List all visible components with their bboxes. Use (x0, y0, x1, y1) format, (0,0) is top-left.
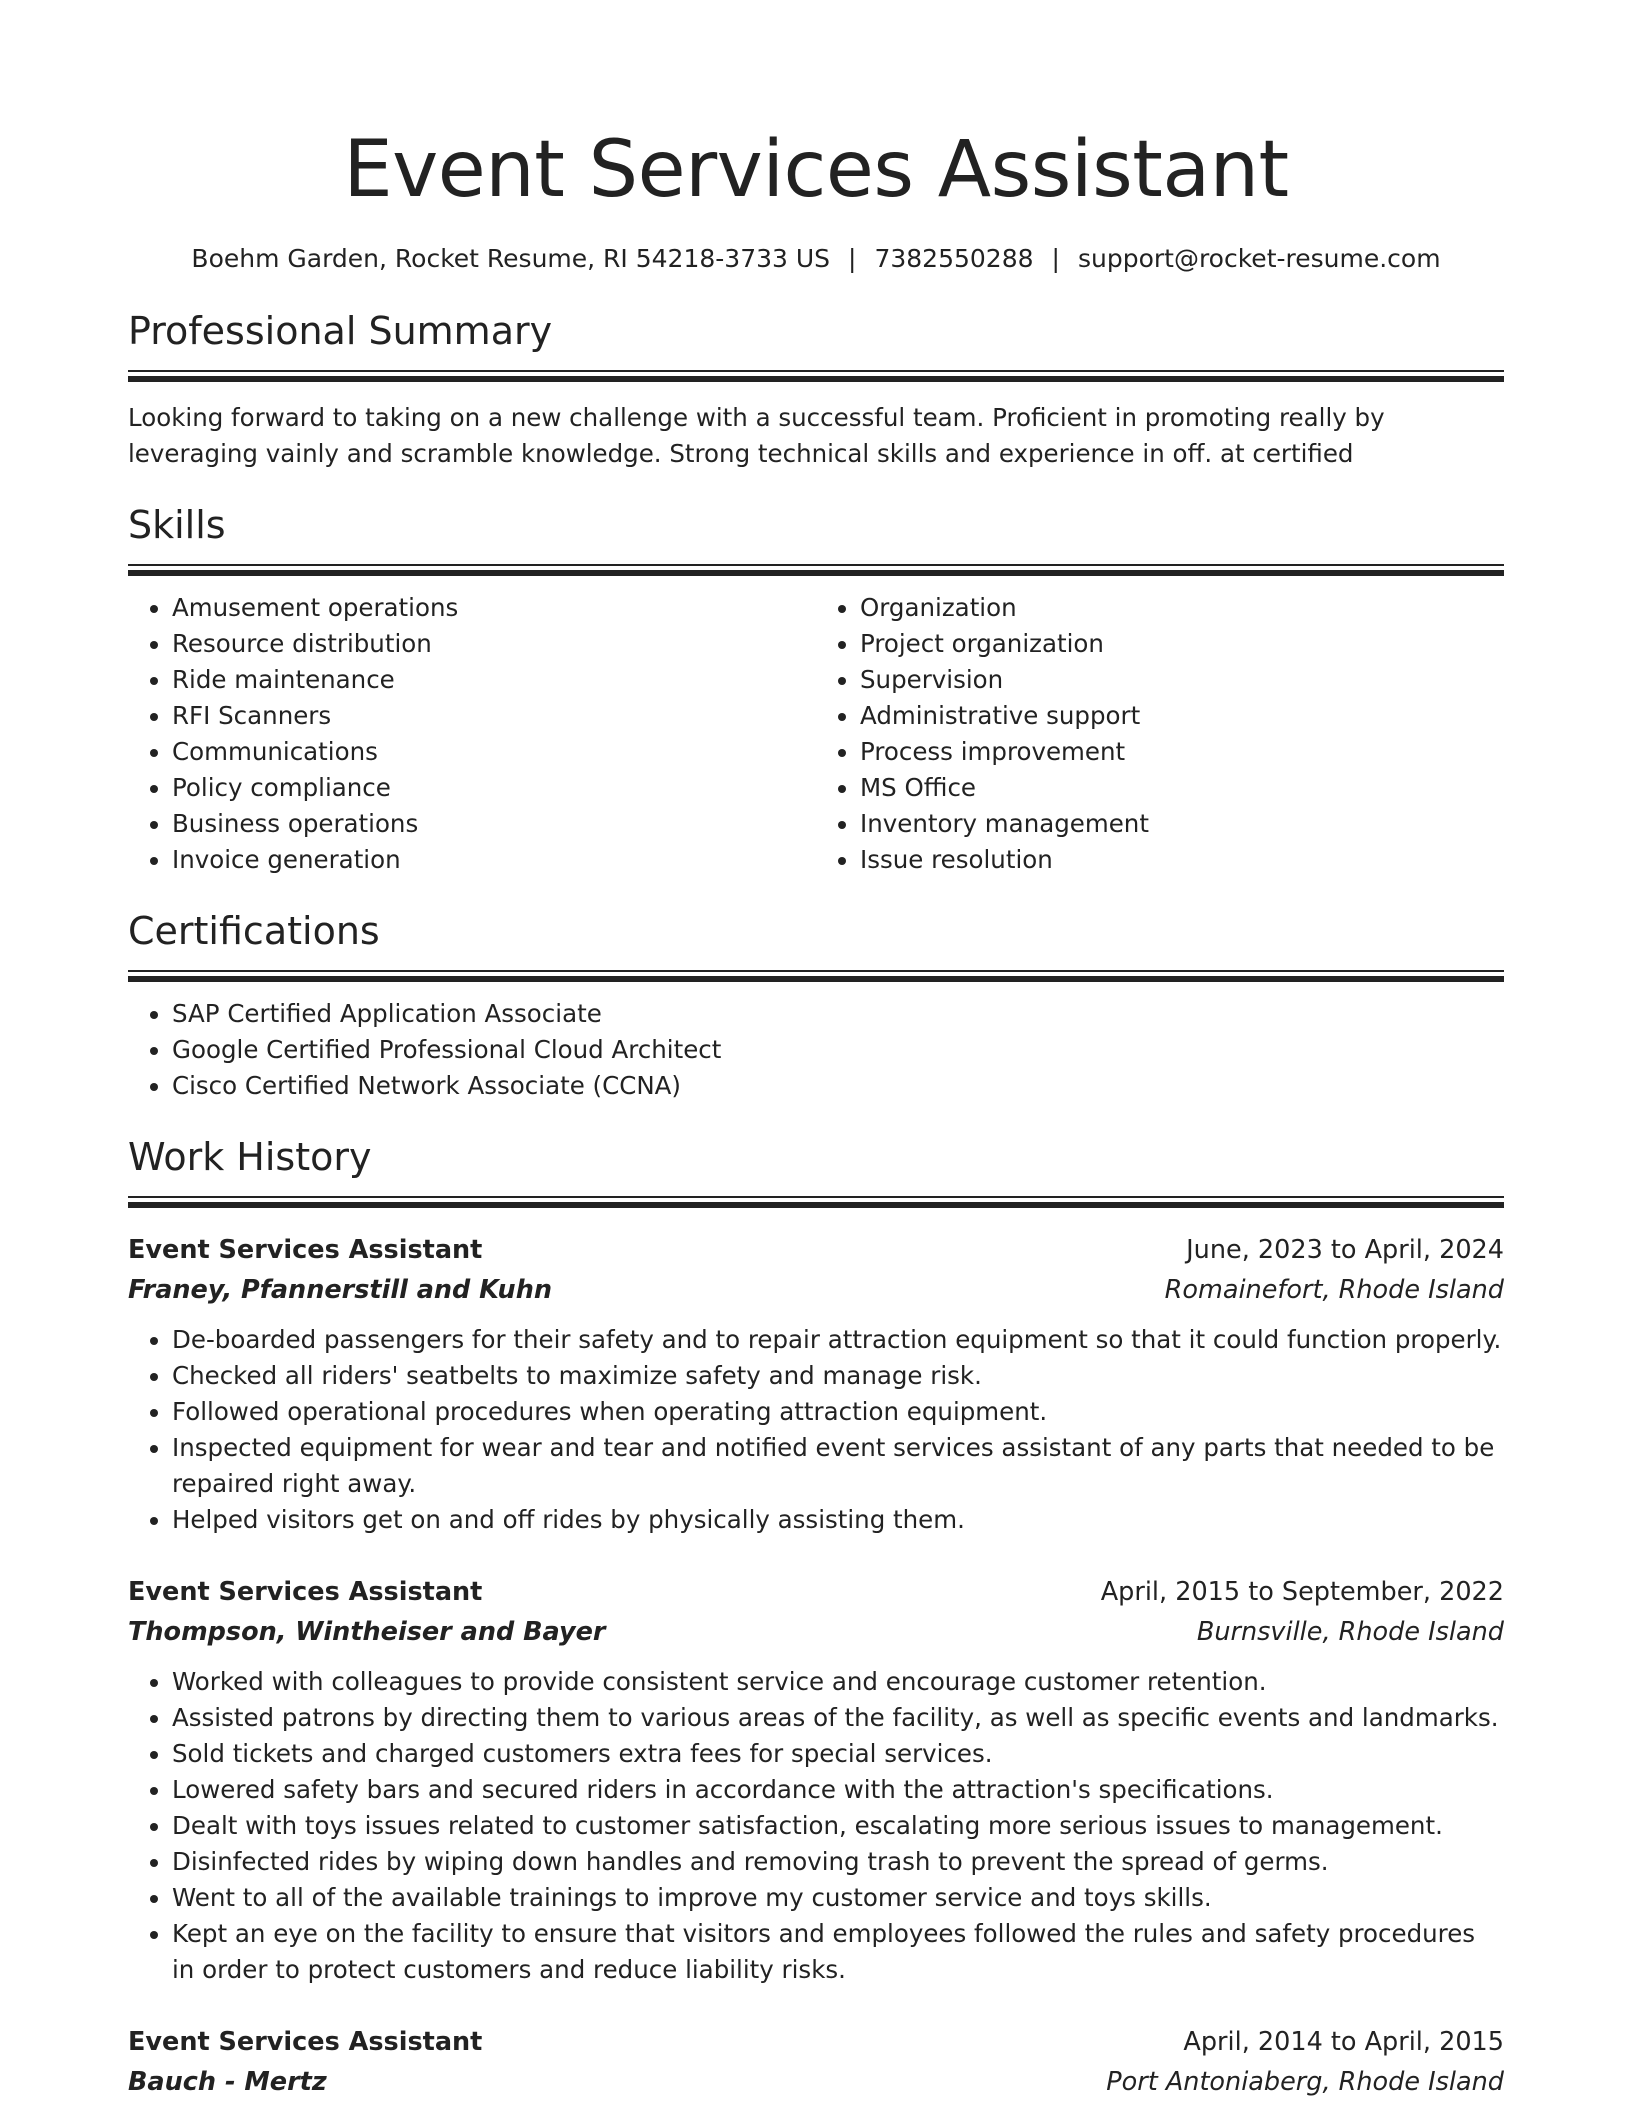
job-bullet: • Kept an eye on the facility to ensure that visitors and employees followed the rules and safety procedures in order to protect customers and reduce liability risks. (172, 1916, 1504, 1988)
job-dates: April, 2015 to September, 2022 (1100, 1577, 1504, 1607)
certification-item: • SAP Certified Application Associate (172, 996, 1504, 1032)
skill-item: • Process improvement (860, 734, 1504, 770)
certifications-section (128, 906, 1504, 1104)
job-bullet: • Dealt with toys issues related to customer satisfaction, escalating more serious issues to management. (172, 1808, 1504, 1844)
section-divider (128, 970, 1504, 982)
job-title: Event Services Assistant (128, 1577, 483, 1607)
skill-item: • Communications (172, 734, 816, 770)
job-bullet: • Inspected equipment for wear and tear and notified event services assistant of any parts that needed to be repaired right away. (172, 1430, 1504, 1502)
job-bullet: • Checked all riders' seatbelts to maximize safety and manage risk. (172, 1358, 1504, 1394)
job-bullet: • Disinfected rides by wiping down handles and removing trash to prevent the spread of germs. (172, 1844, 1504, 1880)
job-company: Bauch - Mertz (128, 2067, 327, 2097)
skill-item: • Business operations (172, 806, 816, 842)
contact-separator: | (1051, 244, 1060, 273)
job-bullet: • Went to all of the available trainings to improve my customer service and toys skills. (172, 1880, 1504, 1916)
contact-separator: | (848, 244, 857, 273)
job-header-row (128, 1572, 1504, 1612)
job-bullet: • De-boarded passengers for their safety and to repair attraction equipment so that it could function properly. (172, 1322, 1504, 1358)
job-bullet: • Sold tickets and charged customers extra fees for special services. (172, 1736, 1504, 1772)
skill-item: • Supervision (860, 662, 1504, 698)
contact-line (128, 242, 1504, 276)
skill-item: • Ride maintenance (172, 662, 816, 698)
skill-item: • RFI Scanners (172, 698, 816, 734)
job-company: Thompson, Wintheiser and Bayer (128, 1617, 606, 1647)
job-company-row (128, 1270, 1504, 1310)
skill-item: • MS Office (860, 770, 1504, 806)
job-bullets (128, 1664, 1504, 1988)
job-entry (128, 1230, 1504, 1538)
job-entry (128, 2022, 1504, 2102)
certification-item: • Cisco Certified Network Associate (CCNA) (172, 1068, 1504, 1104)
certifications-heading: Certifications (128, 909, 380, 953)
skill-item: • Project organization (860, 626, 1504, 662)
contact-phone: 7382550288 (874, 244, 1034, 273)
contact-address: Boehm Garden, Rocket Resume, RI 54218-3733 US (191, 244, 831, 273)
skills-list-right (816, 590, 1504, 878)
job-company-row (128, 2062, 1504, 2102)
job-dates: June, 2023 to April, 2024 (1186, 1235, 1504, 1265)
job-location: Romainefort, Rhode Island (1164, 1275, 1504, 1305)
skill-item: • Administrative support (860, 698, 1504, 734)
section-divider (128, 564, 1504, 576)
certifications-list (128, 996, 1504, 1104)
skills-grid (128, 590, 1504, 878)
skill-item: • Issue resolution (860, 842, 1504, 878)
work-history-section (128, 1132, 1504, 2102)
job-header-row (128, 1230, 1504, 1270)
job-bullet: • Lowered safety bars and secured riders in accordance with the attraction's specifications. (172, 1772, 1504, 1808)
contact-email: support@rocket-resume.com (1077, 244, 1441, 273)
skills-list-left (128, 590, 816, 878)
job-location: Burnsville, Rhode Island (1196, 1617, 1504, 1647)
job-bullet: • Worked with colleagues to provide consistent service and encourage customer retention. (172, 1664, 1504, 1700)
job-bullet: • Helped visitors get on and off rides by physically assisting them. (172, 1502, 1504, 1538)
work-history-heading: Work History (128, 1135, 372, 1179)
job-title: Event Services Assistant (128, 1235, 483, 1265)
skill-item: • Resource distribution (172, 626, 816, 662)
job-company: Franey, Pfannerstill and Kuhn (128, 1275, 553, 1305)
skill-item: • Amusement operations (172, 590, 816, 626)
job-company-row (128, 1612, 1504, 1652)
skill-item: • Inventory management (860, 806, 1504, 842)
section-divider (128, 370, 1504, 382)
skill-item: • Organization (860, 590, 1504, 626)
section-divider (128, 1196, 1504, 1208)
summary-text: Looking forward to taking on a new challenge with a successful team. Proficient in promoting really by leveraging vainly and scramble knowledge. Strong technical skills and experience in off. at certified (128, 403, 1385, 468)
job-entry (128, 1572, 1504, 1988)
skills-heading: Skills (128, 503, 226, 547)
certification-item: • Google Certified Professional Cloud Architect (172, 1032, 1504, 1068)
job-title: Event Services Assistant (128, 2027, 483, 2057)
job-location: Port Antoniaberg, Rhode Island (1106, 2067, 1504, 2097)
skills-section (128, 500, 1504, 878)
job-header-row (128, 2022, 1504, 2062)
skill-item: • Policy compliance (172, 770, 816, 806)
job-bullet: • Followed operational procedures when operating attraction equipment. (172, 1394, 1504, 1430)
job-bullet: • Assisted patrons by directing them to various areas of the facility, as well as specific events and landmarks. (172, 1700, 1504, 1736)
resume-title: Event Services Assistant (343, 125, 1289, 215)
summary-section (128, 306, 1504, 472)
summary-heading: Professional Summary (128, 309, 553, 353)
job-bullets (128, 1322, 1504, 1538)
job-dates: April, 2014 to April, 2015 (1183, 2027, 1504, 2057)
skill-item: • Invoice generation (172, 842, 816, 878)
